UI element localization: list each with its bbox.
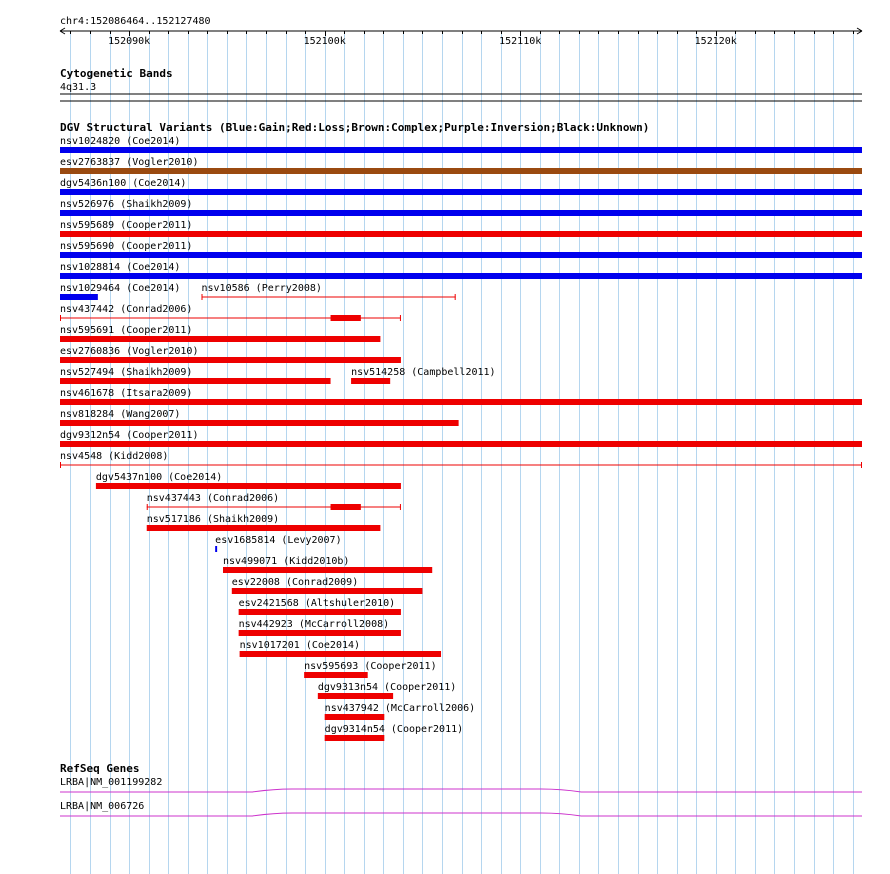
dgv-feature-bar[interactable] [60,399,862,405]
dgv-feature[interactable] [60,262,862,279]
refseq-genes-track[interactable] [60,762,862,816]
dgv-feature[interactable] [239,619,401,636]
dgv-feature-bar[interactable] [60,189,862,195]
track-title-cytobands: Cytogenetic Bands [60,67,173,80]
dgv-feature[interactable] [60,430,862,447]
dgv-feature-label: dgv5437n100 (Coe2014) [95,472,223,483]
dgv-feature-label: esv2421568 (Altshuler2010) [238,598,396,609]
dgv-feature[interactable] [215,535,341,552]
dgv-feature-bar[interactable] [60,273,862,279]
dgv-feature-label: nsv1029464 (Coe2014) [60,283,181,294]
dgv-feature-label: nsv514258 (Campbell2011) [351,367,496,378]
refseq-gene-label: LRBA|NM_001199282 [60,777,163,788]
dgv-feature-label: dgv9313n54 (Cooper2011) [317,682,457,693]
dgv-feature[interactable] [60,451,862,468]
dgv-feature[interactable] [60,199,862,216]
refseq-gene[interactable] [60,801,862,816]
dgv-feature-label: dgv5436n100 (Coe2014) [60,178,187,189]
dgv-feature-label: nsv437443 (Conrad2006) [146,493,280,504]
dgv-feature-label: nsv595693 (Cooper2011) [304,661,437,672]
dgv-feature-thick-block [331,315,361,321]
dgv-feature-bar[interactable] [96,483,401,489]
dgv-feature-bar[interactable] [351,378,390,384]
dgv-feature-bar[interactable] [60,378,331,384]
track-title-dgv: DGV Structural Variants (Blue:Gain;Red:Loss;Brown:Complex;Purple:Inversion;Black:Unknown) [60,121,650,134]
dgv-feature[interactable] [96,472,401,489]
dgv-feature-label: nsv461678 (Itsara2009) [60,388,193,399]
dgv-feature[interactable] [60,388,862,405]
dgv-structural-variants-track[interactable] [60,121,862,741]
dgv-feature-label: esv22008 (Conrad2009) [231,577,359,588]
track-title-refseq: RefSeq Genes [60,762,140,775]
refseq-gene-line[interactable] [60,813,862,816]
refseq-gene-label: LRBA|NM_006726 [60,801,145,812]
dgv-feature-bar[interactable] [304,672,368,678]
refseq-genes[interactable] [60,777,862,816]
dgv-feature[interactable] [239,598,401,615]
dgv-feature[interactable] [325,703,476,720]
dgv-feature[interactable] [60,241,862,258]
dgv-feature-bar[interactable] [60,210,862,216]
dgv-feature-label: dgv9314n54 (Cooper2011) [324,724,464,735]
dgv-feature[interactable] [201,283,455,300]
dgv-feature-label: nsv1017201 (Coe2014) [239,640,361,651]
dgv-feature-label: nsv526976 (Shaikh2009) [60,199,193,210]
dgv-feature[interactable] [60,304,401,321]
dgv-feature-bar[interactable] [60,168,862,174]
dgv-feature[interactable] [232,577,423,594]
ruler-tick-label: 152090k [108,36,151,47]
dgv-feature-bar[interactable] [60,294,98,300]
dgv-feature-label: nsv1028814 (Coe2014) [60,262,181,273]
dgv-features[interactable] [60,136,862,741]
dgv-feature[interactable] [147,493,401,510]
dgv-feature-bar[interactable] [60,252,862,258]
dgv-feature-label: nsv1024820 (Coe2014) [60,136,181,147]
dgv-feature-label: nsv527494 (Shaikh2009) [60,367,193,378]
ruler-tick-label: 152100k [303,36,346,47]
dgv-feature-bar[interactable] [239,630,401,636]
dgv-feature[interactable] [318,682,456,699]
dgv-feature[interactable] [60,367,331,384]
ruler-tick-label: 152120k [694,36,737,47]
dgv-feature[interactable] [60,136,862,153]
dgv-feature-bar[interactable] [60,441,862,447]
dgv-feature-bar[interactable] [325,735,385,741]
dgv-feature[interactable] [60,157,862,174]
dgv-feature-label: nsv10586 (Perry2008) [201,283,322,294]
dgv-feature[interactable] [60,283,180,300]
dgv-feature-bar[interactable] [60,231,862,237]
dgv-feature-label: esv2763837 (Vogler2010) [60,157,199,168]
dgv-feature-label: esv1685814 (Levy2007) [215,535,342,546]
dgv-feature[interactable] [60,346,401,363]
dgv-feature-label: nsv4548 (Kidd2008) [60,451,169,462]
dgv-feature-bar[interactable] [60,357,401,363]
dgv-feature-label: nsv437942 (McCarroll2006) [324,703,476,714]
dgv-feature[interactable] [60,220,862,237]
region-label: chr4:152086464..152127480 [60,16,211,27]
ruler-tick-label: 152110k [499,36,542,47]
cytoband-label: 4q31.3 [60,82,97,93]
dgv-feature-label: nsv499071 (Kidd2010b) [222,556,350,567]
dgv-feature[interactable] [351,367,496,384]
dgv-feature-bar[interactable] [232,588,423,594]
dgv-feature[interactable] [147,514,381,531]
ruler[interactable] [60,16,862,47]
dgv-feature-label: nsv442923 (McCarroll2008) [238,619,390,630]
refseq-gene[interactable] [60,777,862,792]
dgv-feature-label: dgv9312n54 (Cooper2011) [60,430,199,441]
dgv-feature[interactable] [60,409,459,426]
dgv-feature-bar[interactable] [60,336,380,342]
dgv-feature-label: nsv818284 (Wang2007) [60,409,181,420]
dgv-feature-bar[interactable] [215,546,217,552]
dgv-feature-label: nsv595691 (Cooper2011) [60,325,193,336]
dgv-feature[interactable] [60,325,380,342]
dgv-feature[interactable] [304,661,436,678]
dgv-feature-bar[interactable] [223,567,432,573]
dgv-feature-label: esv2760836 (Vogler2010) [60,346,199,357]
dgv-feature-label: nsv517186 (Shaikh2009) [146,514,280,525]
dgv-feature[interactable] [240,640,441,657]
dgv-feature-bar[interactable] [240,651,441,657]
dgv-feature[interactable] [60,178,862,195]
cytogenetic-bands-track[interactable] [60,67,862,101]
dgv-feature-label: nsv437442 (Conrad2006) [60,304,193,315]
dgv-feature-bar[interactable] [318,693,393,699]
dgv-feature-bar[interactable] [239,609,401,615]
dgv-feature-label: nsv595690 (Cooper2011) [60,241,193,252]
dgv-feature-bar[interactable] [60,420,459,426]
dgv-feature-bar[interactable] [147,525,381,531]
dgv-feature-thick-block [331,504,361,510]
dgv-feature-bar[interactable] [60,147,862,153]
dgv-feature-bar[interactable] [325,714,385,720]
refseq-gene-line[interactable] [60,789,862,792]
dgv-feature-label: nsv595689 (Cooper2011) [60,220,193,231]
dgv-feature[interactable] [223,556,432,573]
